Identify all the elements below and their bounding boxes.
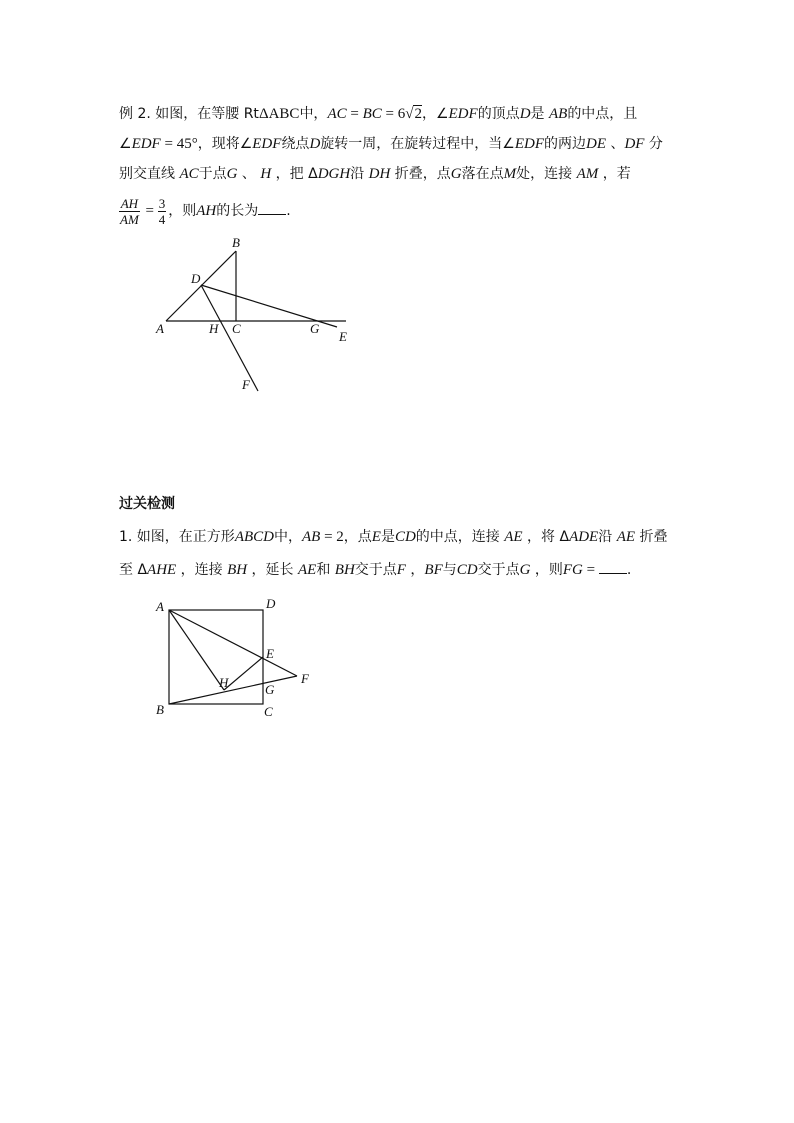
label-g: G [265,682,275,697]
label-c: C [264,704,273,719]
label-b: B [156,702,164,717]
segment-ae-extended [169,610,297,676]
example-line-1: 例 2. 如图，在等腰 RtΔABC中，AC = BC = 6√2，∠EDF的顶点D是 AB的中点，且 [119,106,638,122]
label-e: E [266,646,274,661]
example-line-3: 别交直线 AC于点G 、 H ，把 ΔDGH沿 DH 折叠，点G落在点M处，连接 AM ，若 [119,166,631,182]
label-d: D [191,271,201,286]
fraction-ah-am: $\frac{AH}{AM}$ [120,195,139,227]
problem1-line-2: 至 ΔAHE ，连接 BH ，延长 AE和 BH交于点F ，BF与CD交于点G ，则FG = . [119,559,631,580]
label-e: E [339,329,347,344]
example-line-2: ∠EDF = 45°，现将∠EDF绕点D旋转一周，在旋转过程中，当∠EDF的两边DE 、DF 分 [119,136,663,152]
label-a: A [156,599,164,614]
example-line-4: $\frac{AH}{AM}$ = $\frac{3}{4}$ ，则AH的长为 . [120,195,291,227]
fraction-three-fourths: $\frac{3}{4}$ [158,195,166,227]
problem1-figure [148,596,338,726]
segment-bf [169,676,297,704]
ray-df [201,285,258,391]
label-g: G [310,321,320,336]
label-f: F [301,671,309,686]
label-d: D [266,596,276,611]
square-abcd [169,610,263,704]
segment-ah [169,610,224,690]
answer-blank [599,559,627,574]
problem1-line-1: 1. 如图，在正方形ABCD中，AB = 2，点E是CD的中点，连接 AE ，将 ΔADE沿 AE 折叠 [119,529,668,545]
label-h: H [209,321,219,336]
label-a: A [156,321,164,336]
label-c: C [232,321,241,336]
answer-blank [258,200,286,215]
label-b: B [232,235,240,250]
section-heading: 过关检测 [119,496,175,512]
example-figure [140,230,370,400]
label-f: F [242,377,250,392]
label-h: H [219,675,229,690]
